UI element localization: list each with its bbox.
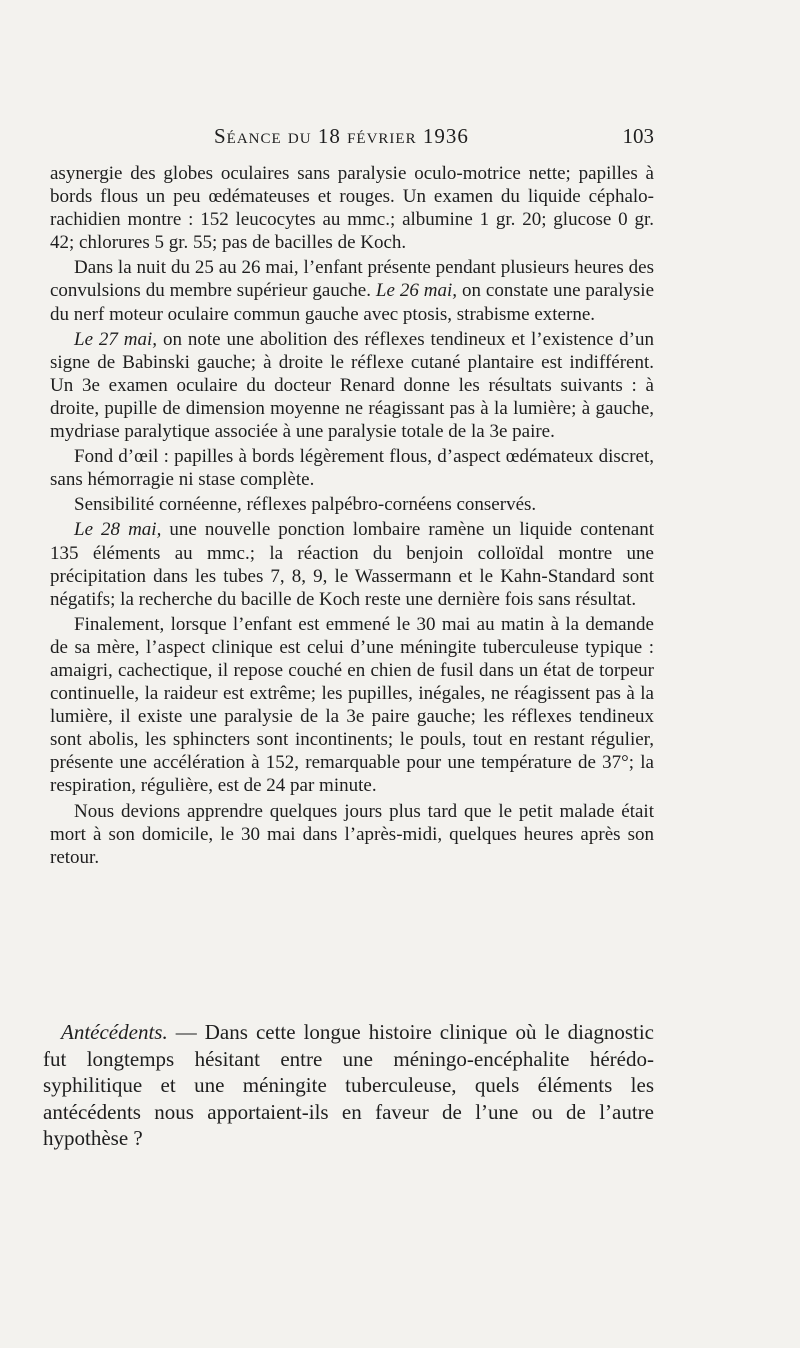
title-number: 18 xyxy=(317,124,341,148)
antecedents-section xyxy=(43,1019,654,1152)
page-number: 103 xyxy=(622,124,654,148)
body-text xyxy=(50,162,654,869)
section-text: — Dans cette longue histoire clinique où le diagnostic fut longtemps hésitant entre une méningo-encéphalite hérédo-syphilitique et une méningite tuberculeuse, quels éléments les antécédents nous apportaient-ils en faveur de l’une ou de l’autre hypothèse ? xyxy=(43,1020,654,1150)
date-lead: Le 26 mai, xyxy=(375,280,458,302)
paragraph-text: Sensibilité cornéenne, réflexes palpébro-cornéens conservés. xyxy=(74,494,537,516)
paragraph-text: asynergie des globes oculaires sans paralysie oculo-motrice nette; papilles à bords flous un peu œdémateuses et rouges. Un examen du liquide céphalo-rachidien montre : 152 leucocytes au mmc.; albumine 1 gr. 20; glucose 0 gr. 42; chlorures 5 gr. 55; pas de bacilles de Koch. xyxy=(50,163,654,254)
paragraph-text: on note une abolition des réflexes tendineux et l’existence d’un signe de Babinski gauche; à droite le réflexe cutané plantaire est indifférent. Un 3e examen oculaire du docteur Renard donne les résultats suivants : à droite, pupille de dimension moyenne ne réagissant pas à la lumière; à gauche, mydriase paralytique associée à une paralysie totale de la 3e paire. xyxy=(50,328,654,443)
paragraph-text: Nous devions apprendre quelques jours plus tard que le petit malade était mort à son domicile, le 30 mai dans l’après-midi, quelques heures après son retour. xyxy=(50,800,654,868)
paragraph-text: Finalement, lorsque l’enfant est emmené le 30 mai au matin à la demande de sa mère, l’aspect clinique est celui d’une méningite tuberculeuse typique : amaigri, cachectique, il repose couché en chien de fusil dans un état de torpeur continuelle, la raideur est extrême; les pupilles, inégales, ne réagissent pas à la lumière, il existe une paralysie de la 3e paire gauche; les réflexes tendineux sont abolis, les sphincters sont incontinents; le pouls, tout en restant régulier, présente une accélération à 152, remarquable pour une température de 37°; la respiration, régulière, est de 24 par minute. xyxy=(50,613,654,797)
running-header xyxy=(0,124,800,154)
title-month: février xyxy=(347,124,417,148)
paragraph xyxy=(50,493,654,516)
paragraph-text: Fond d’œil : papilles à bords légèrement flous, d’aspect œdémateux discret, sans hémorragie ni stase complète. xyxy=(50,446,654,491)
paragraph xyxy=(50,328,654,443)
paragraph xyxy=(50,518,654,610)
paragraph-text: Dans la nuit du 25 au 26 mai, l’enfant présente pendant plusieurs heures des convulsions du membre supérieur gauche. xyxy=(50,257,654,302)
paragraph-text: on constate une paralysie du nerf moteur oculaire commun gauche avec ptosis, strabisme externe. xyxy=(50,280,655,325)
paragraph xyxy=(50,256,654,325)
paragraph xyxy=(50,800,654,869)
date-lead: Le 28 mai, xyxy=(74,519,162,541)
paragraph xyxy=(50,613,654,798)
section-heading: Antécédents. xyxy=(61,1020,168,1044)
date-lead: Le 27 mai, xyxy=(74,328,158,350)
title-year: 1936 xyxy=(422,124,469,148)
section-paragraph xyxy=(43,1019,654,1152)
paragraph-text: une nouvelle ponction lombaire ramène un liquide contenant 135 éléments au mmc.; la réaction du benjoin colloïdal montre une précipitation dans les tubes 7, 8, 9, le Wassermann et le Kahn-Standard sont négatifs; la recherche du bacille de Koch reste une dernière fois sans résultat. xyxy=(50,519,654,610)
running-title xyxy=(214,124,469,149)
title-prefix: Séance du xyxy=(214,124,312,148)
paragraph xyxy=(50,162,654,254)
paragraph xyxy=(50,445,654,491)
